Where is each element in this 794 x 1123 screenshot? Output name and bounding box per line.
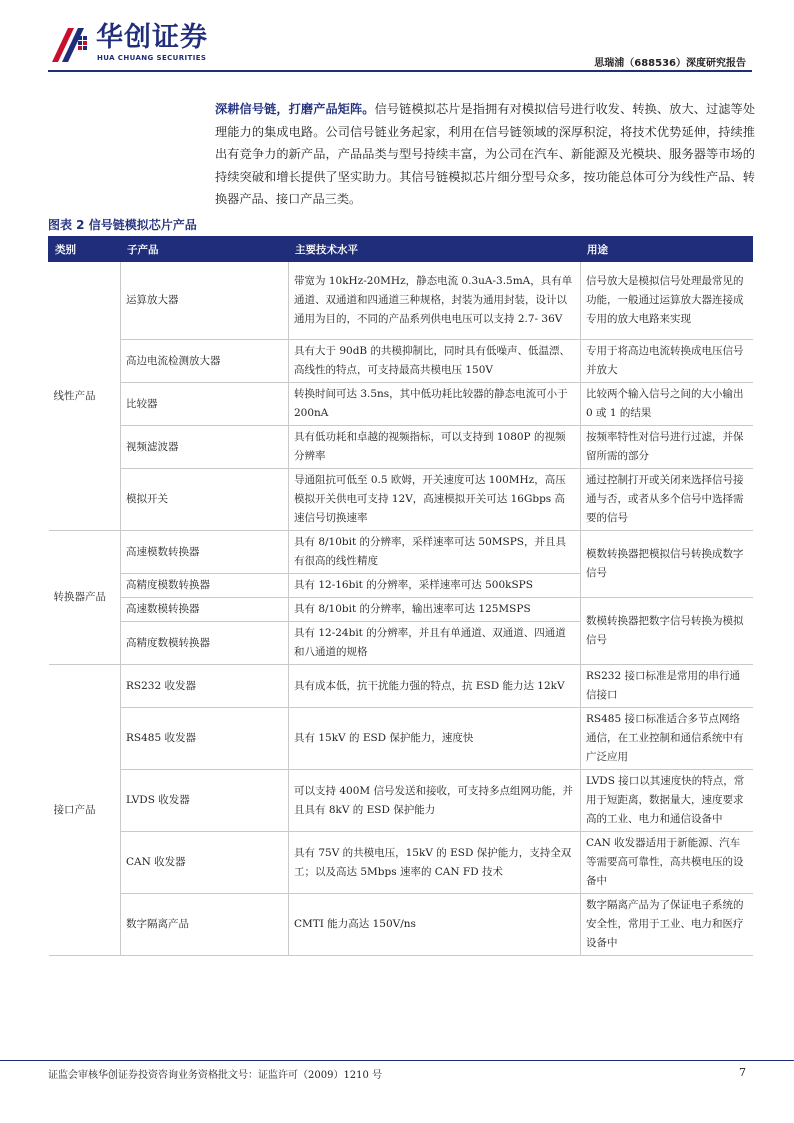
page-number: 7 [739,1066,746,1079]
subproduct-cell: RS232 收发器 [121,665,289,708]
subproduct-cell: 模拟开关 [121,469,289,531]
intro-paragraph [215,98,755,211]
subproduct-cell: RS485 收发器 [121,708,289,770]
table-row [49,383,753,426]
category-cell: 线性产品 [49,262,121,531]
table-row [49,665,753,708]
subproduct-cell: 视频滤波器 [121,426,289,469]
use-cell: RS485 接口标准适合多节点网络通信，在工业控制和通信系统中有广泛应用 [581,708,753,770]
use-cell: 比较两个输入信号之间的大小输出 0 或 1 的结果 [581,383,753,426]
tech-cell: 具有成本低，抗干扰能力强的特点，抗 ESD 能力达 12kV [289,665,581,708]
header-use: 用途 [581,237,753,262]
subproduct-cell: 高精度模数转换器 [121,574,289,598]
header-divider [48,70,752,72]
use-cell: 模数转换器把模拟信号转换成数字信号 [581,531,753,598]
tech-cell: 具有 15kV 的 ESD 保护能力，速度快 [289,708,581,770]
tech-cell: CMTI 能力高达 150V/ns [289,894,581,956]
subproduct-cell: LVDS 收发器 [121,770,289,832]
table-row [49,262,753,340]
page-header [0,0,794,78]
table-row [49,426,753,469]
intro-lead: 深耕信号链，打磨产品矩阵。 [215,102,375,116]
table-row [49,469,753,531]
subproduct-cell: 数字隔离产品 [121,894,289,956]
use-cell: 按频率特性对信号进行过滤，并保留所需的部分 [581,426,753,469]
figure-title: 图表 2 信号链模拟芯片产品 [48,218,197,232]
table-row [49,708,753,770]
footer-license: 证监会审核华创证券投资咨询业务资格批文号：证监许可（2009）1210 号 [48,1070,383,1081]
tech-cell: 具有 12-16bit 的分辨率，采样速率可达 500kSPS [289,574,581,598]
table-row [49,770,753,832]
table-header-row [49,237,753,262]
tech-cell: 带宽为 10kHz-20MHz，静态电流 0.3uA-3.5mA，具有单通道、双通道和四通道三种规格，封装为通用封装，设计以通用为目的，不同的产品系列供电电压可以支持 2.7- 36V [289,262,581,340]
logo-text-en: HUA CHUANG SECURITIES [97,54,207,62]
use-cell: 通过控制打开或关闭来选择信号接通与否，或者从多个信号中选择需要的信号 [581,469,753,531]
footer-divider [0,1060,794,1061]
report-label: 思瑞浦（688536）深度研究报告 [594,58,746,69]
use-cell: 信号放大是模拟信号处理最常见的功能，一般通过运算放大器连接成专用的放大电路来实现 [581,262,753,340]
tech-cell: 具有低功耗和卓越的视频指标，可以支持到 1080P 的视频分辨率 [289,426,581,469]
header-subproduct: 子产品 [121,237,289,262]
logo-icon [50,22,94,66]
use-cell: 专用于将高边电流转换成电压信号并放大 [581,340,753,383]
category-cell: 转换器产品 [49,531,121,665]
category-cell: 接口产品 [49,665,121,956]
table-row [49,531,753,574]
subproduct-cell: 高边电流检测放大器 [121,340,289,383]
tech-cell: 导通阻抗可低至 0.5 欧姆，开关速度可达 100MHz，高压模拟开关供电可支持 12V，高速模拟开关可达 16Gbps 高速信号切换速率 [289,469,581,531]
logo-text-cn: 华创证券 [96,22,208,53]
tech-cell: 具有 75V 的共模电压，15kV 的 ESD 保护能力，支持全双工；以及高达 5Mbps 速率的 CAN FD 技术 [289,832,581,894]
use-cell: LVDS 接口以其速度快的特点，常用于短距离，数据量大，速度要求高的工业、电力和通信设备中 [581,770,753,832]
tech-cell: 转换时间可达 3.5ns，其中低功耗比较器的静态电流可小于 200nA [289,383,581,426]
tech-cell: 具有大于 90dB 的共模抑制比，同时具有低噪声、低温漂、高线性的特点，可支持最高共模电压 150V [289,340,581,383]
use-cell: RS232 接口标准是常用的串行通信接口 [581,665,753,708]
use-cell: 数字隔离产品为了保证电子系统的安全性，常用于工业、电力和医疗设备中 [581,894,753,956]
company-logo [50,22,210,66]
tech-cell: 具有 8/10bit 的分辨率，输出速率可达 125MSPS [289,598,581,622]
subproduct-cell: 高速数模转换器 [121,598,289,622]
header-tech: 主要技术水平 [289,237,581,262]
table-row [49,598,753,622]
subproduct-cell: 运算放大器 [121,262,289,340]
use-cell: CAN 收发器适用于新能源、汽车等需要高可靠性，高共模电压的设备中 [581,832,753,894]
product-table [48,236,753,956]
tech-cell: 具有 12-24bit 的分辨率，并且有单通道、双通道、四通道和八通道的规格 [289,622,581,665]
subproduct-cell: CAN 收发器 [121,832,289,894]
subproduct-cell: 高速模数转换器 [121,531,289,574]
header-category: 类别 [49,237,121,262]
subproduct-cell: 高精度数模转换器 [121,622,289,665]
tech-cell: 具有 8/10bit 的分辨率，采样速率可达 50MSPS，并且具有很高的线性精度 [289,531,581,574]
table-row [49,894,753,956]
table-row [49,832,753,894]
table-row [49,340,753,383]
subproduct-cell: 比较器 [121,383,289,426]
intro-body: 信号链模拟芯片是指拥有对模拟信号进行收发、转换、放大、过滤等处理能力的集成电路。公司信号链业务起家，利用在信号链领域的深厚积淀，将技术优势延伸，持续推出有竞争力的新产品，产品品类与型号持续丰富，为公司在汽车、新能源及光模块、服务器等市场的持续突破和增长提供了坚实助力。其信号链模拟芯片细分型号众多，按功能总体可分为线性产品、转换器产品、接口产品三类。 [215,102,756,206]
tech-cell: 可以支持 400M 信号发送和接收，可支持多点组网功能，并且具有 8kV 的 ESD 保护能力 [289,770,581,832]
use-cell: 数模转换器把数字信号转换为模拟信号 [581,598,753,665]
